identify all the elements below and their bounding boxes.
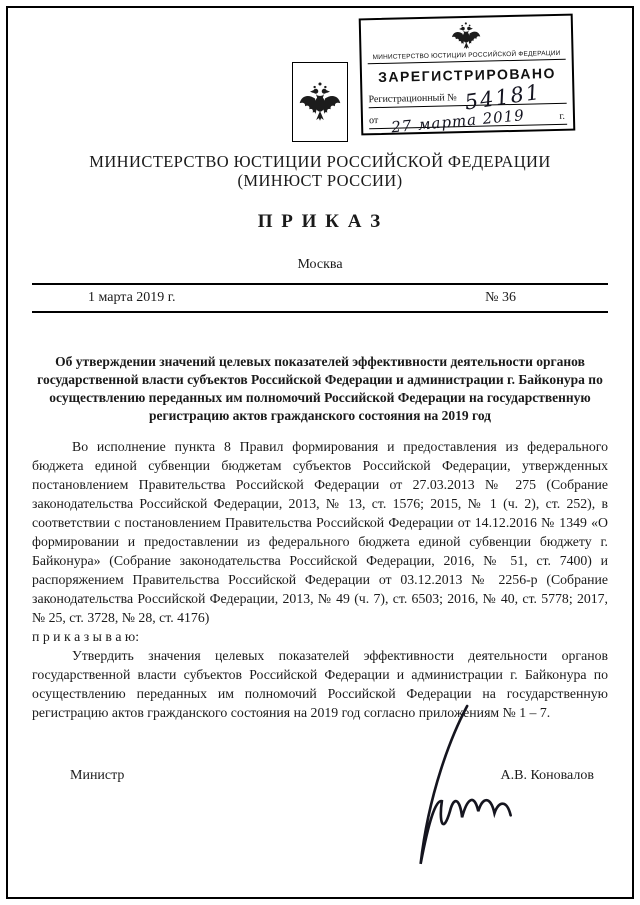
stamp-date-prefix: от [368,115,379,127]
body-text [32,437,608,722]
stamp-coat-of-arms-icon [450,21,483,52]
coat-of-arms-icon [297,68,343,136]
subject-heading: Об утверждении значений целевых показателей эффективности деятельности органов государственной власти субъектов Российской Федерации и администрации г. Байконура по осуществлению переданных им полномочий Российской Федерации на государственную регистрацию актов гражданского состояния на 2019 год [37,354,603,423]
stamp-date-row [368,104,567,137]
order-date: 1 марта 2019 г. [88,290,176,305]
order-number: № 36 [485,290,516,305]
minister-name: А.В. Коновалов [500,768,594,783]
body-paragraph-1: Во исполнение пункта 8 Правил формирования и предоставления из федерального бюджета единой субвенции бюджетам субъектов Российской Федерации, утвержденных постановлением Правительства Российской Федерации от 27.03.2013 № 275 (Собрание законодательства Российской Федерации, 2013, № 13, ст. 1576; 2015, № 1 (ч. 2), ст. 252), в соответствии с постановлением Правительства Российской Федерации от 14.12.2016 № 1349 «О формировании и предоставлении из федерального бюджета единой субвенции бюджету г. Байконура» (Собрание законодательства Российской Федерации, 2016, № 51, ст. 7400) и распоряжением Правительства Российской Федерации от 03.12.2013 № 2256-р (Собрание законодательства Российской Федерации, 2013, № 49 (ч. 7), ст. 6503; 2016, № 40, ст. 5778; 2017, № 25, ст. 3728, № 28, ст. 4176) [32,439,608,625]
stamp-date-value: 27 марта 2019 [390,106,526,137]
stamp-registered-label: ЗАРЕГИСТРИРОВАНО [377,64,557,86]
page-content [8,8,632,897]
stamp-ministry-name: МИНИСТЕРСТВО ЮСТИЦИИ РОССИЙСКОЙ ФЕДЕРАЦИИ [368,50,566,64]
coat-of-arms-box [292,62,348,142]
city-label: Москва [297,257,343,272]
ministry-title-line1: МИНИСТЕРСТВО ЮСТИЦИИ РОССИЙСКОЙ ФЕДЕРАЦИИ [89,152,551,171]
order-word: п р и к а з ы в а ю: [32,629,140,644]
signature-row [32,768,608,784]
bottom-rule [32,311,608,313]
ministry-title-line2: (МИНЮСТ РОССИИ) [237,171,403,190]
date-number-row [32,285,608,311]
stamp-date-suffix: г. [559,110,566,122]
registration-stamp [359,14,576,136]
body-paragraph-2: Утвердить значения целевых показателей эффективности деятельности органов государственной власти субъектов Российской Федерации и администрации г. Байконура по осуществлению переданных им полномочий Российской Федерации на государственную регистрацию актов гражданского состояния на 2019 год согласно приложениям № 1 – 7. [32,648,608,720]
minister-label: Министр [70,768,125,783]
stamp-reg-number-value: 54181 [463,79,543,115]
doc-type-title: П Р И К А З [257,211,383,232]
stamp-reg-number-label: Регистрационный № [368,92,457,106]
ministry-title [32,152,608,190]
